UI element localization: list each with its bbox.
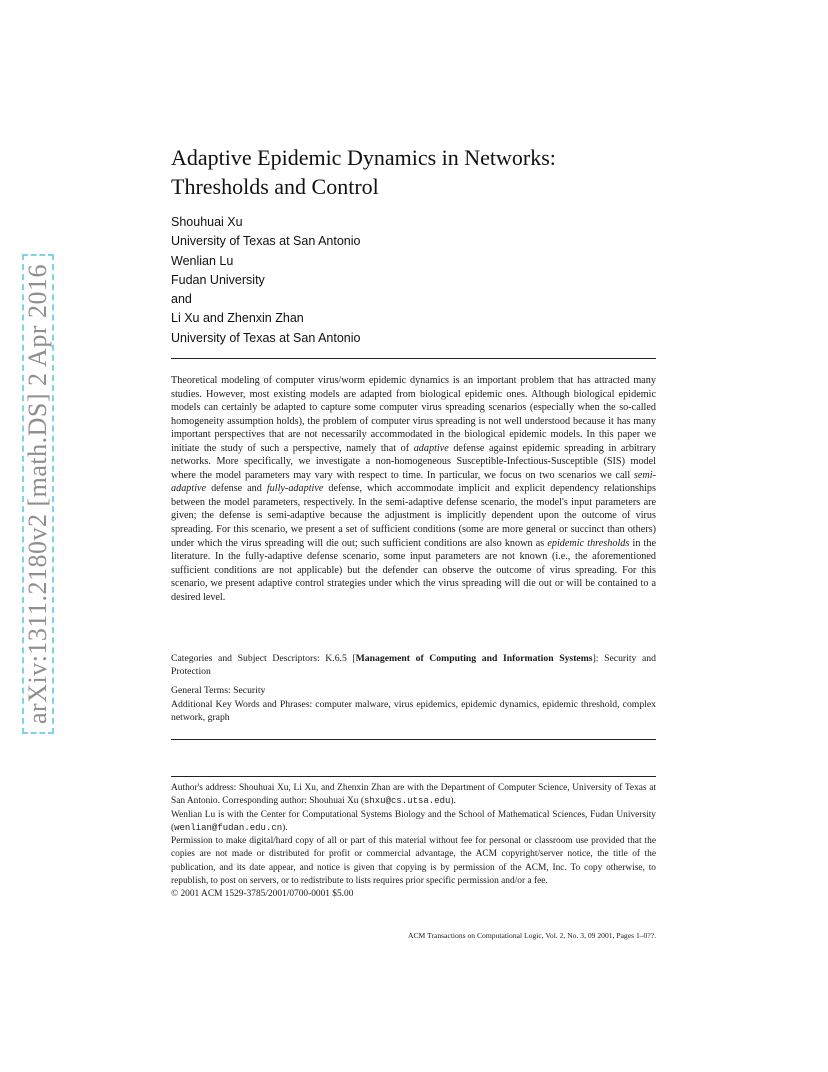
abstract-emphasis: adaptive <box>413 442 449 454</box>
address-end: ). <box>450 796 456 807</box>
categories-descriptors <box>171 652 656 678</box>
abstract-text: Theoretical modeling of computer virus/worm epidemic dynamics is an important problem that has attracted many studies. However, most existing models are adapted from biological epidemic ones. Although biological epidemic models can certainly be adapted to capture some computer virus spreading scenarios (especially when the so-called homogeneity assumption holds), the problem of computer virus spreading is not well understood because it has many important perspectives that are not necessarily accommodated in the biological epidemic models. In this paper we initiate the study of such a perspective, namely that of <box>171 375 656 454</box>
copyright-line: © 2001 ACM 1529-3785/2001/0700-0001 $5.00 <box>171 889 354 900</box>
paper-title <box>171 143 691 201</box>
author-line: Li Xu and Zhenxin Zhan <box>171 311 304 326</box>
abstract-top-rule <box>171 358 656 359</box>
author-conjunction: and <box>171 292 192 307</box>
title-line-2: Thresholds and Control <box>171 174 379 199</box>
author-line: Wenlian Lu <box>171 253 234 268</box>
author-line: Shouhuai Xu <box>171 215 243 229</box>
affiliation-line: University of Texas at San Antonio <box>171 330 361 345</box>
abstract-emphasis: semi-adaptive <box>171 469 656 495</box>
abstract-text: defense, which accommodate implicit and explicit dependency relationships between the model parameters, respectively. In the semi-adaptive defense scenario, the model's input parameters are given; the defense is semi-adaptive because the adjustment is implicitly dependent upon the outcome of virus spreading. For this scenario, we present a set of sufficient conditions (some are more general or succinct than others) under which the virus spreading will die out; such sufficient conditions are also known as <box>171 483 656 549</box>
lu-text: Wenlian Lu is with the Center for Computational Systems Biology and the School of Mathematical Sciences, Fudan University ( <box>171 809 656 833</box>
journal-citation: ACM Transactions on Computational Logic, Vol. 2, No. 3, 09 2001, Pages 1–0??. <box>408 931 656 940</box>
arxiv-identifier-stamp: arXiv:1311.2180v2 [math.DS] 2 Apr 2016 <box>22 254 54 734</box>
categories-bold: Management of Computing and Information Systems <box>355 653 593 664</box>
author-address-note <box>171 782 656 809</box>
second-author-note <box>171 809 656 836</box>
footnotes <box>171 782 656 902</box>
address-text: Author's address: Shouhuai Xu, Li Xu, and Zhenxin Zhan are with the Department of Computer Science, University of Texas at San Antonio. Corresponding author: Shouhuai Xu ( <box>171 783 656 807</box>
abstract-text: in the literature. In the fully-adaptive defense scenario, some input parameters are not known (i.e., the aforementioned sufficient conditions are not applicable) but the defender can observe the outcome of virus spreading. For this scenario, we present adaptive control strategies under which the virus spreading will die out or will be contained to a desired level. <box>171 537 657 603</box>
email-link[interactable]: shxu@cs.utsa.edu <box>363 796 451 807</box>
permission-note: Permission to make digital/hard copy of all or part of this material without fee for personal or classroom use provided that the copies are not made or distributed for profit or commercial advantage, the ACM copyright/server notice, the title of the publication, and its date appear, and notice is given that copying is by permission of the ACM, Inc. To copy otherwise, to republish, to post on servers, or to redistribute to lists requires prior specific permission and/or a fee. <box>171 836 656 887</box>
affiliation-line: Fudan University <box>171 272 265 287</box>
keywords: Additional Key Words and Phrases: computer malware, virus epidemics, epidemic dynamics, epidemic threshold, complex network, graph <box>171 699 656 724</box>
title-line-1: Adaptive Epidemic Dynamics in Networks: <box>171 145 556 170</box>
abstract <box>171 374 656 604</box>
categories-prefix: Categories and Subject Descriptors: K.6.5 [ <box>171 653 356 664</box>
email-link[interactable]: wenlian@fudan.edu.cn <box>174 822 283 833</box>
abstract-emphasis: fully-adaptive <box>266 483 324 495</box>
lu-end: ). <box>282 822 288 833</box>
abstract-text: defense and <box>206 483 267 495</box>
general-terms: General Terms: Security <box>171 685 266 696</box>
affiliation-line: University of Texas at San Antonio <box>171 234 361 249</box>
categories-suffix: ]: Security and Protection <box>171 653 656 678</box>
abstract-text: defense against epidemic spreading in arbitrary networks. More specifically, we investigate a non-homogeneous Susceptible-Infectious-Susceptible (SIS) model where the model parameters may vary with respect to time. In particular, we focus on two scenarios we call <box>171 442 656 481</box>
abstract-bottom-rule <box>171 739 656 740</box>
footnote-rule <box>171 776 656 777</box>
author-block <box>171 213 360 348</box>
abstract-emphasis: epidemic thresholds <box>547 537 630 549</box>
